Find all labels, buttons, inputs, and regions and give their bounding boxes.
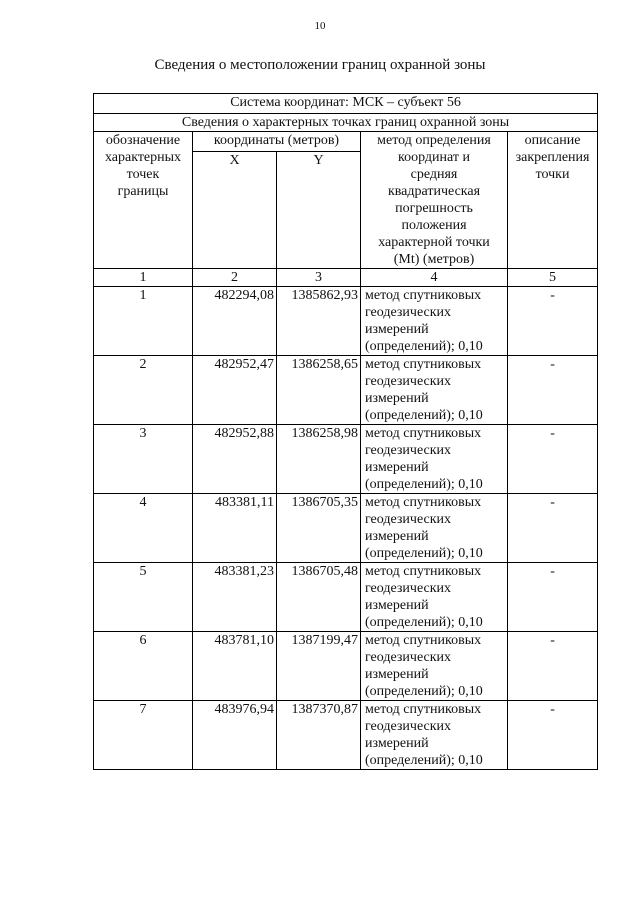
method-cell <box>361 494 508 563</box>
method-line: метод спутниковых <box>365 702 482 717</box>
method-line: (определений); 0,10 <box>365 615 483 630</box>
header-line: характерной точки <box>378 235 490 250</box>
method-cell <box>361 287 508 356</box>
description-cell: - <box>508 494 598 563</box>
header-line: квадратическая <box>387 184 481 199</box>
column-number: 1 <box>94 269 193 287</box>
y-coordinate-cell: 1386705,35 <box>277 494 361 563</box>
table-row <box>94 632 598 701</box>
point-number-cell: 3 <box>94 425 193 494</box>
header-y: Y <box>277 151 361 268</box>
method-line: измерений <box>365 736 429 751</box>
x-coordinate-cell: 483381,11 <box>193 494 277 563</box>
page-number: 10 <box>314 20 326 32</box>
method-line: (определений); 0,10 <box>365 684 483 699</box>
x-coordinate-cell: 483781,10 <box>193 632 277 701</box>
point-number-cell: 6 <box>94 632 193 701</box>
method-line: измерений <box>365 391 429 406</box>
header-line: закрепления <box>515 150 590 165</box>
method-line: геодезических <box>365 305 452 320</box>
boundary-points-table <box>93 93 598 770</box>
method-line: метод спутниковых <box>365 426 482 441</box>
column-number: 3 <box>277 269 361 287</box>
header-line: обозначение <box>105 133 181 148</box>
method-cell <box>361 701 508 770</box>
description-cell: - <box>508 356 598 425</box>
method-cell <box>361 425 508 494</box>
description-cell: - <box>508 632 598 701</box>
table-row <box>94 425 598 494</box>
table-row <box>94 356 598 425</box>
method-line: геодезических <box>365 581 452 596</box>
method-line: геодезических <box>365 443 452 458</box>
method-line: метод спутниковых <box>365 495 482 510</box>
method-cell <box>361 356 508 425</box>
point-number-cell: 5 <box>94 563 193 632</box>
method-line: метод спутниковых <box>365 633 482 648</box>
method-line: (определений); 0,10 <box>365 546 483 561</box>
column-number: 5 <box>508 269 598 287</box>
column-number: 2 <box>193 269 277 287</box>
description-cell: - <box>508 287 598 356</box>
header-line: (Mt) (метров) <box>393 252 475 267</box>
y-coordinate-cell: 1386258,65 <box>277 356 361 425</box>
y-coordinate-cell: 1387370,87 <box>277 701 361 770</box>
method-line: измерений <box>365 529 429 544</box>
y-coordinate-cell: 1387199,47 <box>277 632 361 701</box>
table-row <box>94 494 598 563</box>
table-row <box>94 563 598 632</box>
header-description <box>508 132 598 269</box>
header-line: описание <box>524 133 581 148</box>
header-point-designation <box>94 132 193 269</box>
header-line: погрешность <box>395 201 473 216</box>
method-line: геодезических <box>365 650 452 665</box>
header-line: характерных <box>104 150 182 165</box>
point-number-cell: 2 <box>94 356 193 425</box>
method-line: геодезических <box>365 374 452 389</box>
header-coordinates: координаты (метров) <box>193 132 361 152</box>
method-line: измерений <box>365 598 429 613</box>
method-line: метод спутниковых <box>365 564 482 579</box>
point-number-cell: 4 <box>94 494 193 563</box>
description-cell: - <box>508 563 598 632</box>
header-line: координат и <box>398 150 470 165</box>
document-title: Сведения о местоположении границ охранной зоны <box>154 57 486 73</box>
method-line: метод спутниковых <box>365 288 482 303</box>
y-coordinate-cell: 1385862,93 <box>277 287 361 356</box>
column-number: 4 <box>361 269 508 287</box>
point-number-cell: 1 <box>94 287 193 356</box>
method-line: геодезических <box>365 512 452 527</box>
method-line: (определений); 0,10 <box>365 753 483 768</box>
header-line: метод определения <box>377 133 491 148</box>
method-line: измерений <box>365 667 429 682</box>
header-line: средняя <box>410 167 458 182</box>
point-number-cell: 7 <box>94 701 193 770</box>
method-line: (определений); 0,10 <box>365 408 483 423</box>
x-coordinate-cell: 482294,08 <box>193 287 277 356</box>
x-coordinate-cell: 483976,94 <box>193 701 277 770</box>
method-line: метод спутниковых <box>365 357 482 372</box>
y-coordinate-cell: 1386705,48 <box>277 563 361 632</box>
method-line: геодезических <box>365 719 452 734</box>
x-coordinate-cell: 483381,23 <box>193 563 277 632</box>
method-line: (определений); 0,10 <box>365 339 483 354</box>
header-line: положения <box>401 218 467 233</box>
header-method <box>361 132 508 269</box>
table-row <box>94 287 598 356</box>
header-line: точки <box>535 167 570 182</box>
method-line: измерений <box>365 460 429 475</box>
description-cell: - <box>508 701 598 770</box>
coordinate-system-cell: Система координат: МСК – субъект 56 <box>94 94 598 114</box>
description-cell: - <box>508 425 598 494</box>
header-line: границы <box>117 184 169 199</box>
table-row <box>94 701 598 770</box>
header-x: X <box>193 151 277 268</box>
x-coordinate-cell: 482952,47 <box>193 356 277 425</box>
y-coordinate-cell: 1386258,98 <box>277 425 361 494</box>
method-cell <box>361 563 508 632</box>
header-line: точек <box>126 167 160 182</box>
table-subtitle-cell: Сведения о характерных точках границ охранной зоны <box>94 114 598 132</box>
method-line: (определений); 0,10 <box>365 477 483 492</box>
method-cell <box>361 632 508 701</box>
method-line: измерений <box>365 322 429 337</box>
x-coordinate-cell: 482952,88 <box>193 425 277 494</box>
